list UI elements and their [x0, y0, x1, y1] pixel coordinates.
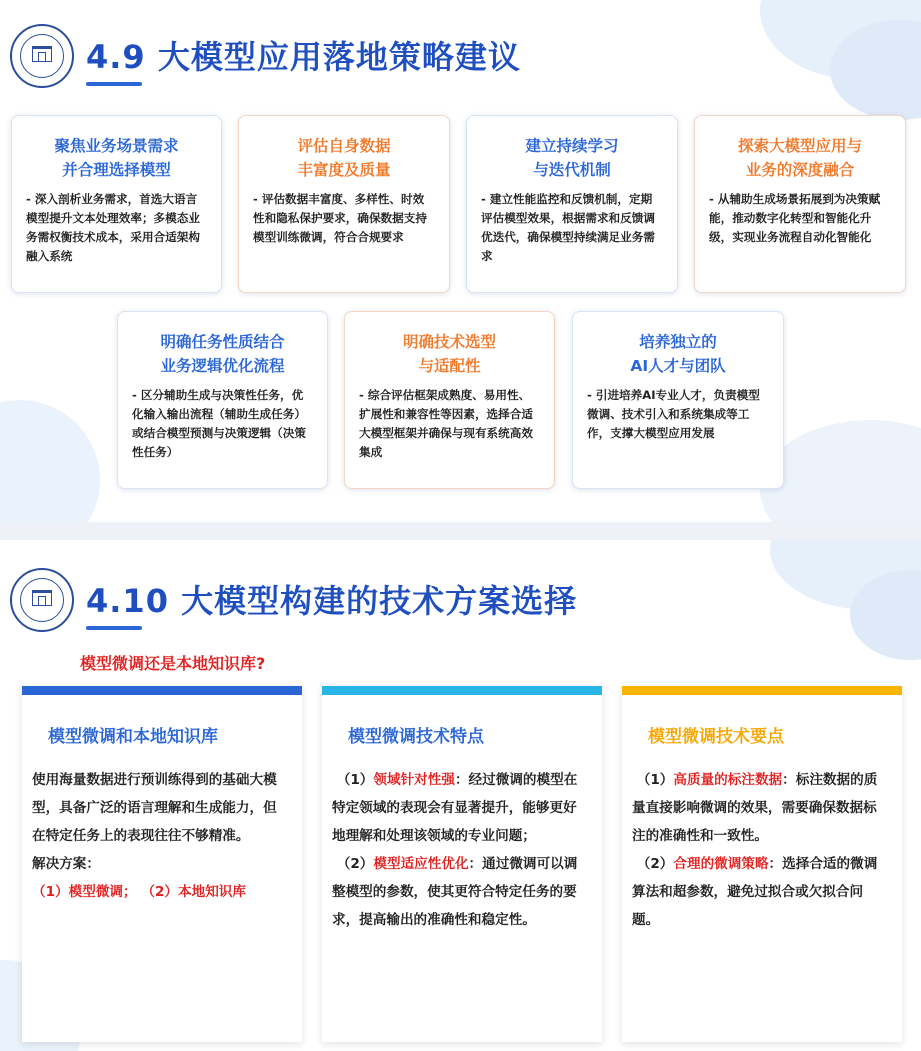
- decor-blob: [0, 400, 100, 522]
- card-body: - 建立性能监控和反馈机制，定期评估模型效果，根据需求和反馈调优迭代，确保模型持续满足业务需求: [481, 192, 655, 263]
- point-key: 领域针对性强: [373, 772, 455, 788]
- solution-finetune: （1）模型微调；: [32, 884, 137, 900]
- card-title-line2: AI人才与团队: [630, 357, 726, 375]
- section-question: 模型微调还是本地知识库?: [80, 654, 266, 673]
- panel-accent-bar: [22, 686, 302, 695]
- card-title-line1: 明确技术选型: [402, 333, 496, 351]
- panel-accent-bar: [622, 686, 902, 695]
- point-key: 高质量的标注数据: [673, 772, 783, 788]
- point-number: （1）: [336, 772, 374, 788]
- point-number: （2）: [636, 856, 674, 872]
- solution-knowledge-base: （2）本地知识库: [141, 884, 246, 900]
- card-title-line2: 与适配性: [418, 357, 481, 375]
- card-body: - 引进培养AI专业人才，负责模型微调、技术引入和系统集成等工作，支撑大模型应用发展: [587, 388, 760, 440]
- panel-heading: 模型微调和本地知识库: [48, 727, 218, 747]
- slide-4-9: [0, 0, 921, 522]
- panel-accent-bar: [322, 686, 602, 695]
- panel-heading: 模型微调技术要点: [648, 727, 784, 747]
- panel-body: [632, 766, 890, 934]
- card-body: - 深入剖析业务需求，首选大语言模型提升文本处理效率；多模态业务需权衡技术成本，采用合适架构融入系统: [26, 192, 200, 263]
- slide-4-10: [0, 540, 921, 1051]
- card-title-line2: 业务逻辑优化流程: [160, 357, 285, 375]
- panel-finetune-key-points: [622, 686, 902, 1042]
- decor-blob: [760, 420, 921, 522]
- card-title-line2: 并合理选择模型: [62, 161, 171, 179]
- point-number: （1）: [636, 772, 674, 788]
- card-title-line1: 聚焦业务场景需求: [54, 137, 179, 155]
- point-text: ：标注数据的质量直接影响微调的效果，需要确保数据标注的准确性和一致性。: [632, 772, 878, 844]
- card-title-line1: 明确任务性质结合: [160, 333, 285, 351]
- strategy-card-4: [694, 115, 906, 293]
- university-seal-logo: [10, 24, 74, 88]
- card-title-line2: 丰富度及质量: [297, 161, 391, 179]
- panel-body: [32, 766, 290, 906]
- point-key: 模型适应性优化: [373, 856, 469, 872]
- card-title-line1: 探索大模型应用与: [737, 137, 862, 155]
- strategy-card-3: [466, 115, 678, 293]
- strategy-card-5: [117, 311, 328, 489]
- point-text: ：经过微调的模型在特定领域的表现会有显著提升，能够更好地理解和处理该领域的专业问题；: [332, 772, 578, 844]
- card-body: - 区分辅助生成与决策性任务，优化输入输出流程（辅助生成任务）或结合模型预测与决策逻辑（决策性任务）: [132, 388, 306, 459]
- page-title: 4.9 大模型应用落地策略建议: [86, 38, 521, 76]
- panel-heading: 模型微调技术特点: [348, 727, 484, 747]
- strategy-card-1: [11, 115, 222, 293]
- panel-finetune-vs-kb: [22, 686, 302, 1042]
- card-body: - 从辅助生成场景拓展到为决策赋能，推动数字化转型和智能化升级，实现业务流程自动化智能化: [709, 192, 881, 244]
- point-text: ：通过微调可以调整模型的参数，使其更符合特定任务的要求，提高输出的准确性和稳定性。: [332, 856, 578, 928]
- card-body: - 综合评估框架成熟度、易用性、扩展性和兼容性等因素，选择合适大模型框架并确保与现有系统高效集成: [359, 388, 533, 459]
- title-underline: [86, 82, 142, 86]
- point-text: ：选择合适的微调算法和超参数，避免过拟合或欠拟合问题。: [632, 856, 878, 928]
- card-title-line1: 建立持续学习: [525, 137, 619, 155]
- title-underline: [86, 626, 142, 630]
- card-title-line2: 与迭代机制: [533, 161, 611, 179]
- strategy-card-2: [238, 115, 450, 293]
- panel-text: 使用海量数据进行预训练得到的基础大模型，具备广泛的语言理解和生成能力，但在特定任务上的表现往往不够精准。: [32, 772, 277, 844]
- strategy-card-6: [344, 311, 555, 489]
- panel-finetune-features: [322, 686, 602, 1042]
- solution-label: 解决方案：: [32, 856, 100, 872]
- point-key: 合理的微调策略: [673, 856, 769, 872]
- strategy-card-7: [572, 311, 784, 489]
- panel-body: [332, 766, 590, 934]
- university-seal-logo: [10, 568, 74, 632]
- card-body: - 评估数据丰富度、多样性、时效性和隐私保护要求，确保数据支持模型训练微调，符合合规要求: [253, 192, 427, 244]
- point-number: （2）: [336, 856, 374, 872]
- page-title: 4.10 大模型构建的技术方案选择: [86, 582, 578, 620]
- slide-divider: [0, 522, 921, 540]
- card-title-line2: 业务的深度融合: [745, 161, 855, 179]
- card-title-line1: 培养独立的: [639, 333, 717, 351]
- card-title-line1: 评估自身数据: [297, 137, 391, 155]
